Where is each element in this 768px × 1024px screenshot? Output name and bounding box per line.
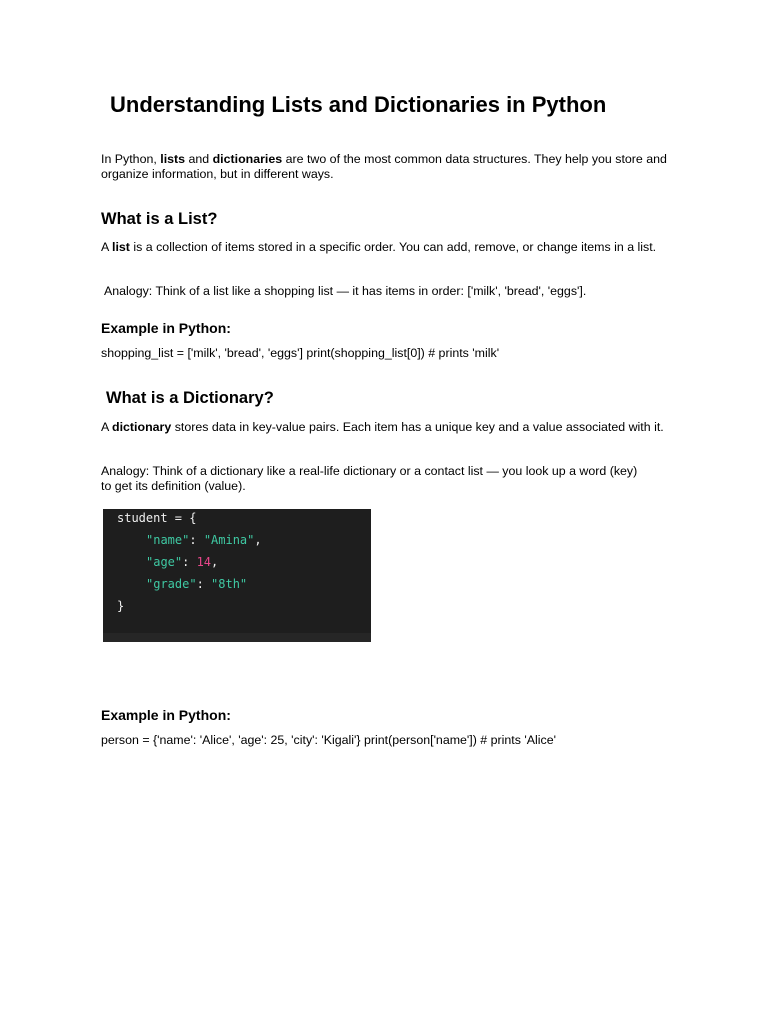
code-token: : <box>182 555 197 569</box>
list-def-bold: list <box>112 240 130 254</box>
list-def-text: is a collection of items stored in a specific order. You can add, remove, or change items in a list. <box>129 240 657 254</box>
dict-def-bold: dictionary <box>112 420 172 434</box>
code-token: , <box>211 555 219 569</box>
dict-analogy: Analogy: Think of a dictionary like a real-life dictionary or a contact list — you look up a word (key) to get its definition (value). <box>101 464 638 493</box>
page-title: Understanding Lists and Dictionaries in Python <box>110 92 607 117</box>
code-token: : <box>196 577 212 591</box>
list-analogy: Analogy: Think of a list like a shopping list — it has items in order: ['milk', 'bread', 'eggs']. <box>104 284 587 298</box>
code-token: "8th" <box>211 577 248 591</box>
intro-bold-dictionaries: dictionaries <box>212 152 283 166</box>
dict-definition <box>101 420 671 435</box>
code-token: student = { <box>117 511 197 525</box>
intro-bold-lists: lists <box>160 152 186 166</box>
list-def-text: A <box>101 240 113 254</box>
code-token: "Amina" <box>203 533 255 547</box>
code-line-3 <box>146 555 218 569</box>
intro-text: are two of the most common data structures. They help you store and organize information, but in different ways. <box>101 152 667 181</box>
code-token: , <box>254 533 262 547</box>
list-example-code: shopping_list = ['milk', 'bread', 'eggs'] print(shopping_list[0]) # prints 'milk' <box>101 346 500 360</box>
list-definition <box>101 240 671 255</box>
list-example-heading: Example in Python: <box>101 320 231 336</box>
code-scrollbar-strip <box>103 633 371 642</box>
code-line-2 <box>146 533 262 547</box>
code-token: "age" <box>146 555 183 569</box>
code-token: : <box>189 533 204 547</box>
code-token: } <box>117 599 125 613</box>
list-heading: What is a List? <box>101 210 218 228</box>
code-line-1 <box>117 511 196 525</box>
intro-text: In Python, <box>101 152 161 166</box>
dict-example-code: person = {'name': 'Alice', 'age': 25, 'city': 'Kigali'} print(person['name']) # prints 'Alice' <box>101 733 556 747</box>
dict-def-text: stores data in key-value pairs. Each item has a unique key and a value associated with it. <box>171 420 664 434</box>
dict-heading: What is a Dictionary? <box>106 389 274 407</box>
dict-def-text: A <box>101 420 113 434</box>
code-token: "name" <box>146 533 190 547</box>
code-token: 14 <box>196 555 212 569</box>
code-line-5 <box>117 599 124 613</box>
code-line-4 <box>146 577 247 591</box>
intro-text: and <box>185 152 213 166</box>
code-token: "grade" <box>146 577 197 591</box>
intro-paragraph <box>101 152 671 181</box>
dict-example-heading: Example in Python: <box>101 707 231 723</box>
code-screenshot <box>103 509 371 642</box>
